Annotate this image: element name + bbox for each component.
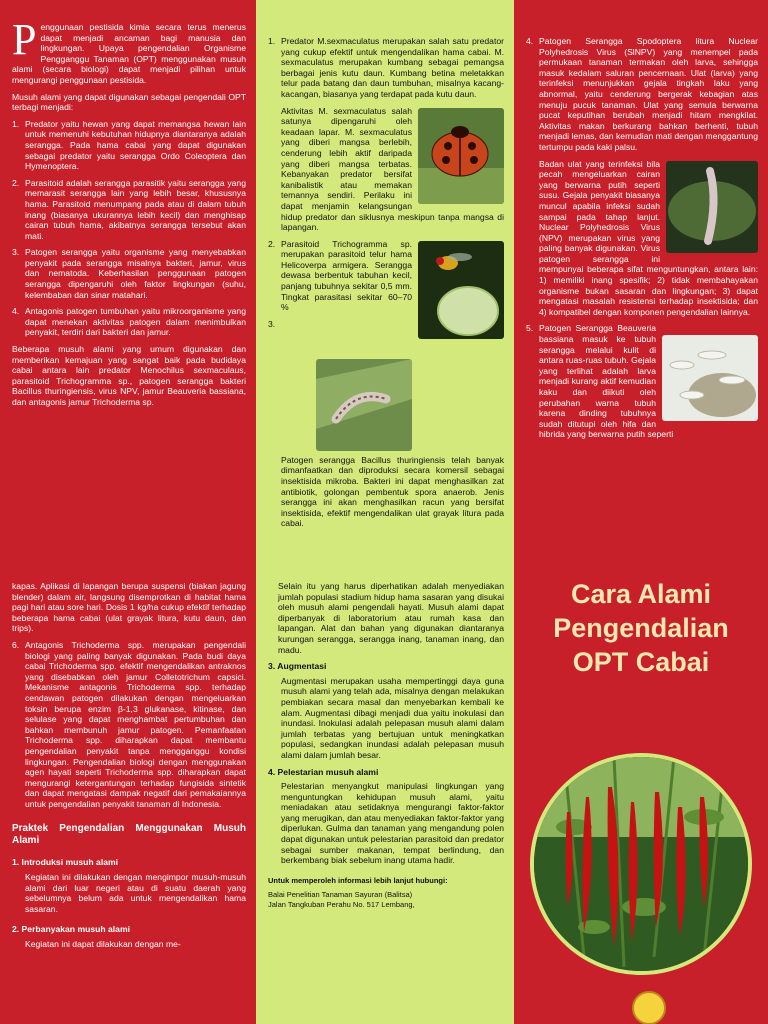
panel-intro xyxy=(0,0,256,545)
contact-heading: Untuk memperoleh informasi lebih lanjut hubungi: xyxy=(268,875,448,885)
pelestarian-text: Pelestarian menyangkut manipulasi lingkungan yang menguntungkan kehidupan musuh alami, yaitu meniadakan atau setidaknya mengurangi faktor-faktor yang merugikan, dan atau menyediakan faktor-faktor yang diperlukan. Gulma dan tanaman yang mengandung polen dapat digunakan untuk pelestarian parasitoid dan predator sebagai sumber makanan, tempat berlindung, dan berkembang biak sebelum inang utama hadir. xyxy=(281,781,504,866)
cover-title: Cara Alami Pengendalian OPT Cabai xyxy=(553,579,729,677)
subheading-perbanyakan: 2. Perbanyakan musuh alami xyxy=(12,924,130,935)
intro-paragraph: Penggunaan pestisida kimia secara terus menerus dapat menjadi ancaman bagi manusia dan lingkungan. Upaya pengendalian Organisme Pengganggu Tanaman (OPT) menggunakan musuh alami (secara biologi) dapat menjadi pilihan untuk mengurangi penggunaan pestisida. xyxy=(12,15,246,85)
list-item: 4. Antagonis patogen tumbuhan yaitu mikroorganisme yang dapat menekan aktivitas patogen dalam menimbulkan penyakit, terdiri dari bakteri dan jamur. xyxy=(12,306,246,338)
section-heading: Praktek Pengendalian Menggunakan Musuh Alami xyxy=(12,823,246,847)
list-item: 5. Patogen Serangga Beauveria bassiana masuk ke tubuh serangga melalui kulit di antara ruas-ruas tubuh. Gejala yang terlihat adalah larva menjadi kurang aktif kemudian kaku dan diikuti oleh perubahan warna tubuh karena dinding tubuhnya sudah ditutupi oleh hifa dan hibrida yang berwarna putih seperti xyxy=(526,323,758,440)
contact-line: Balai Penelitian Tanaman Sayuran (Balitsa) xyxy=(268,889,413,899)
caterpillar-photo xyxy=(316,359,412,451)
ladybug-photo xyxy=(418,108,504,204)
panel-practices xyxy=(256,545,514,1024)
list-item: 4. Patogen Serangga Spodoptera litura Nuclear Polyhedrosis Virus (SlNPV) yang menempel pada permukaan tanaman termakan oleh larva, sehingga masuk kedalam saluran pencernaan. Ulat (larva) yang terinfeksi menunjukkan gejala tingkah laku yang abnormal, yaitu cenderung bergerak kebagian atas menuju pucuk tanaman. Ulat yang semula berwarna pucat keputihan berubah menjadi hitam mengkilat. Aktivitas makan berkurang bahkan berhenti, tubuh menjadi lemas, dan kemudian mati dengan menggantung tertumpu pada kaki palsu. xyxy=(526,36,758,152)
chili-photo xyxy=(530,753,752,975)
beauveria-photo xyxy=(662,335,758,421)
closing-paragraph: Beberapa musuh alami yang umum digunakan dan memberikan kemajuan yang sangat baik pada budidaya cabai antara lain predator Menochilus sexmaculaus, parasitoid Trichogramma sp., patogen serangga bakteri Bacillus thuringiensis, virus NPV, jamur Beauveria bassiana, dan antagonis jamur Trichoderma sp. xyxy=(12,344,246,407)
introduksi-text: Kegiatan ini dilakukan dengan mengimpor musuh-musuh alami dari luar negeri atau di suatu daerah yang sebelumnya belum ada untuk mengendalikan hama sasaran. xyxy=(25,872,246,914)
list-item: 2. Parasitoid Trichogramma sp. merupakan parasitoid telur hama Helicoverpa armigera. Serangga dewasa berbentuk tabuhan kecil, panjang tubuhnya sekitar 0,5 mm. Tingkat parasitasi sekitar 60–70 % xyxy=(268,239,504,313)
contact-line: Jalan Tangkuban Perahu No. 517 Lembang, xyxy=(268,899,415,909)
panel-trichoderma xyxy=(0,545,256,1024)
perbanyakan-text: Kegiatan ini dapat dilakukan dengan me- xyxy=(25,939,181,950)
augmentasi-text: Augmentasi merupakan usaha mempertinggi daya guna musuh alami yang telah ada, misalnya dengan melakukan pembiakan secara masal dan menyebarkan kembali ke alam. Augmentasi dibagi menjadi dua yaitu inokulasi dan inundasi. Inokulasi adalah pelepasan musuh alami dalam jumlah terbatas yang bertujuan untuk meningkatkan populasi, sedangkan inundasi adalah pelepasan musuh alami dalam jumlah besar. xyxy=(281,675,504,760)
selain-paragraph: Selain itu yang harus diperhatikan adalah menyediakan jumlah populasi stadium hidup hama sasaran yang disukai oleh musuh alami pengendali hayati. Musuh alami dapat diperbanyak di laboratorium atau rumah kasa dan lapangan. Alat dan bahan yang digunakan diantaranya kurungan serangga, serangga inang, tanaman inang, dan madu. xyxy=(278,581,504,655)
panel-predators xyxy=(256,0,514,545)
panel-pathogens xyxy=(514,0,768,545)
list-item: 1. Predator M.sexmaculatus merupakan salah satu predator yang cukup efektif untuk mengendalikan hama cabai. M. sexmaculatus merupakan kumbang sebagai pemangsa berbagai jenis kutu daun. Kumbang betina meletakkan telur pada batang dan daun tumbuhan, misalnya kacang-kacangan, biasanya yang terdapat pada kutu daun. xyxy=(268,36,504,99)
list-item: 2. Parasitoid adalah serangga parasitik yaitu serangga yang memarasit serangga lain yang lebih besar, khususnya hama. Parasitoid menumpang pada atau di dalam tubuh inang (biasanya ukurannya lebih kecil) dan menghisap cairan tubuh hama, akibatnya serangga tersebut akan mati. xyxy=(12,177,246,241)
panel-cover xyxy=(514,545,768,1024)
enemy-types-list xyxy=(12,119,246,338)
larva-photo xyxy=(666,161,758,253)
kapas-paragraph: kapas. Aplikasi di lapangan berupa suspensi (biakan jagung blender) dalam air, langsung disemprotkan di habitat hama pagi hari atau sore hari. Dosis 1 kg/ha cukup efektif terhadap beberapa hama cabai (ulat grayak litura, kutu daun, dan trips). xyxy=(12,581,246,634)
aktivitas-paragraph: Aktivitas M. sexmaculatus salah satunya dipengaruhi oleh keadaan lapar. M. sexmaculatus yang diberi mangsa berlebih, cenderung lebih aktif daripada yang diberi mangsa terbatas. Kebanyakan predator bersifat kanibalistik atau memakan temannya sendiri. Perilaku ini dapat menjamin kelangsungan hidup predator dan siklusnya meskipun tanpa mangsa di lapangan. xyxy=(281,105,504,233)
balitsa-logo xyxy=(632,991,666,1024)
musuh-intro: Musuh alami yang dapat digunakan sebagai pengendali OPT terbagi menjadi: xyxy=(12,91,246,113)
subheading-augmentasi: 3. Augmentasi xyxy=(268,661,327,672)
subheading-pelestarian: 4. Pelestarian musuh alami xyxy=(268,766,379,777)
list-item: 1. Predator yaitu hewan yang dapat memangsa hewan lain untuk memenuhi kebutuhan hidupnya diantaranya adalah serangga. Pada hama cabai yang dapat digunakan sebagai predator yaitu serangga Ordo Coleoptera dan Hymenoptera. xyxy=(12,118,246,172)
list-item: 3. Patogen serangga yaitu organisme yang menyebabkan penyakit pada serangga misalnya bakteri, jamur, virus dan nematoda. Keberhasilan penggunaan patogen serangga dipengaruhi oleh faktor lingkungan (suhu, kelembaban dan sinar matahari. xyxy=(12,247,246,300)
subheading-introduksi: 1. Introduksi musuh alami xyxy=(12,857,119,868)
list-item: 6. Antagonis Trichoderma spp. merupakan pengendali biologi yang paling banyak digunakan. Pada budi daya cabai Trichoderma spp. efektif mengendalikan antraknos yang disebabkan oleh jamur Colletotrichum capsici. Mekanisme antagonis Trichoderma spp. terhadap cendawan patogen dilakukan dengan mengeluarkan toksin berupa enzim β-1,3 glukanase, kitinase, dan selulase yang dapat menghambat pertumbuhan dan bahkan membunuh jamur patogen. Pemanfaatan Trichoderma spp. diharapkan dapat membantu pengendalian penyakit tanpa mengganggu kondisi lingkungan. Pengendalian biologi dengan menggunakan agen hayati seperti Trichoderma spp. diharapkan dapat mengurangi ketergantungan terhadap fungisida sintetik dan dapat mengatasi dampak negatif dari pemakaiannya untuk pengendalian penyakit tanaman di Indonesia. xyxy=(12,639,246,809)
dropcap: P xyxy=(12,15,37,64)
list-item: 3. Patogen serangga Bacillus thuringiensis telah banyak dimanfaatkan dan diproduksi secara komersil sebagai insektisida mikroba. Bakteri ini dapat menghasilkan zat antibiotik, golongan pembentuk spora anaerob. Jenis serangga ini akan menghasilkan racun yang bersifat insektisida, efektif mengendalikan ulat grayak litura pada cabai. xyxy=(268,318,504,529)
npv-paragraph: Badan ulat yang terinfeksi bila pecah mengeluarkan cairan yang berwarna putih seperti susu. Gejala penyakit biasanya muncul apabila infeksi sudah sampai pada tahap lanjut. Nuclear Polyhedrosis Virus (NPV) merupakan virus yang paling banyak digunakan. Virus patogen serangga ini mempunyai beberapa sifat menguntungkan, antara lain: 1) memiliki inang spesifik; 2) tidak membahayakan organisme bukan sasaran dan lingkungan; 3) dapat mengatasi masalah resistensi terhadap insektisida; dan 4) kompatibel dengan komponen pengendalian lainnya. xyxy=(539,158,758,317)
contact-block xyxy=(268,876,504,910)
